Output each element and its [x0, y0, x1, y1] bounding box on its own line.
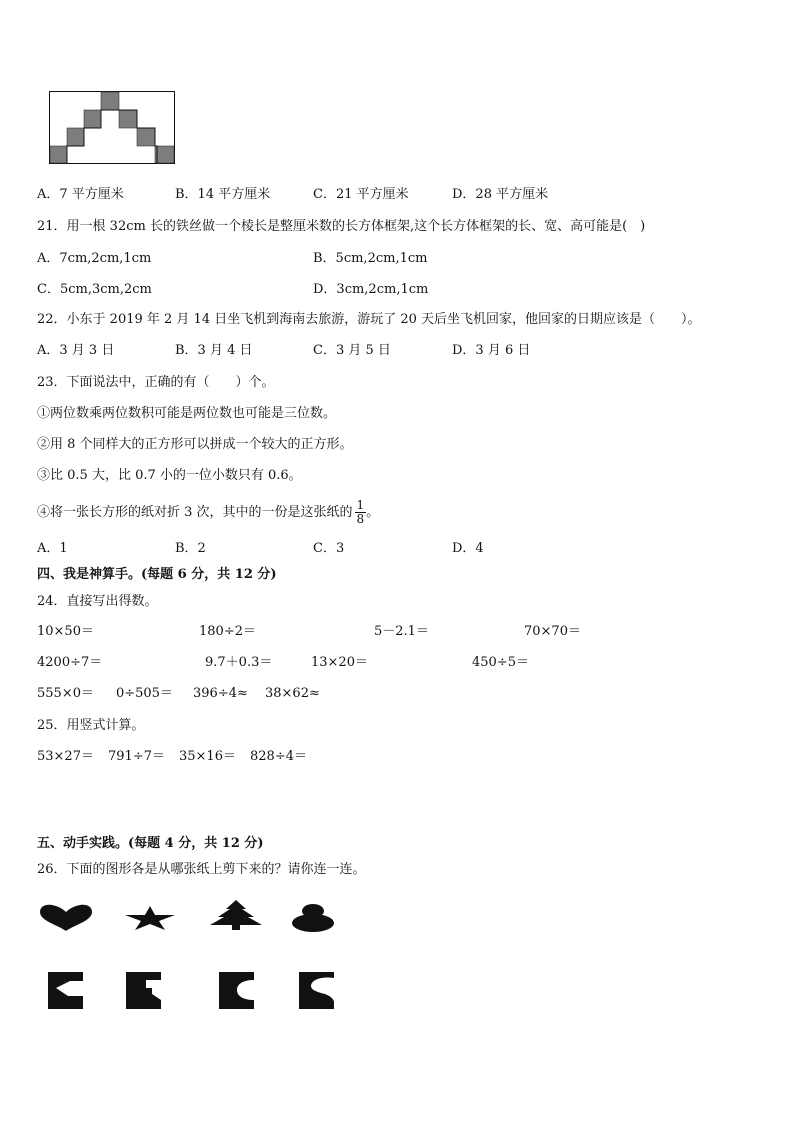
square-cell — [101, 92, 119, 110]
square-cell — [155, 146, 174, 163]
q23-statement-4-text: ④将一张长方形的纸对折 3 次，其中的一份是这张纸的 — [37, 505, 353, 520]
fraction — [355, 499, 367, 526]
q23-statement-1: ①两位数乘两位数积可能是两位数也可能是三位数。 — [37, 406, 337, 421]
q25-item[interactable]: 828÷4＝ — [250, 749, 307, 764]
q22-option-c[interactable]: C．3 月 5 日 — [313, 343, 391, 358]
section-5-heading: 五、动手实践。(每题 4 分，共 12 分) — [37, 836, 264, 851]
q23-statement-3: ③比 0.5 大，比 0.7 小的一位小数只有 0.6。 — [37, 468, 302, 483]
q23-question: 23．下面说法中，正确的有（ ）个。 — [37, 375, 275, 390]
square-cell — [84, 110, 101, 128]
fraction-denominator: 8 — [356, 512, 365, 526]
staircase-figure — [49, 91, 177, 165]
q22-option-a[interactable]: A．3 月 3 日 — [37, 343, 115, 358]
q24-item[interactable]: 38×62≈ — [265, 686, 320, 701]
q21-option-a[interactable]: A．7cm,2cm,1cm — [37, 251, 152, 266]
q24-item[interactable]: 4200÷7＝ — [37, 655, 103, 670]
q20-option-d[interactable]: D．28 平方厘米 — [452, 187, 549, 202]
q24-item[interactable]: 10×50＝ — [37, 624, 94, 639]
square-cell — [50, 146, 67, 163]
square-cell — [119, 110, 137, 128]
q26-question: 26．下面的图形各是从哪张纸上剪下来的？请你连一连。 — [37, 862, 366, 877]
star-shape[interactable] — [124, 905, 176, 931]
arrow-tree-shape[interactable] — [208, 899, 264, 931]
q23-option-a[interactable]: A．1 — [37, 541, 68, 556]
q24-item[interactable]: 0÷505＝ — [116, 686, 173, 701]
square-cell — [137, 128, 155, 146]
q20-option-b[interactable]: B．14 平方厘米 — [175, 187, 271, 202]
q23-statement-4-end: 。 — [366, 505, 380, 520]
q24-item[interactable]: 9.7＋0.3＝ — [205, 655, 273, 670]
paper-piece-3[interactable] — [219, 972, 255, 1010]
q24-question: 24．直接写出得数。 — [37, 594, 158, 609]
q20-option-c[interactable]: C．21 平方厘米 — [313, 187, 409, 202]
q23-option-c[interactable]: C．3 — [313, 541, 345, 556]
section-4-heading: 四、我是神算手。(每题 6 分，共 12 分) — [37, 567, 277, 582]
q21-option-b[interactable]: B．5cm,2cm,1cm — [313, 251, 428, 266]
paper-piece-2[interactable] — [126, 972, 162, 1010]
q25-item[interactable]: 791÷7＝ — [108, 749, 165, 764]
q24-item[interactable]: 450÷5＝ — [472, 655, 529, 670]
heart-shape[interactable] — [38, 903, 94, 933]
square-cell — [67, 128, 84, 146]
q23-option-d[interactable]: D．4 — [452, 541, 484, 556]
q20-option-a[interactable]: A．7 平方厘米 — [37, 187, 124, 202]
q24-item[interactable]: 555×0＝ — [37, 686, 94, 701]
q24-item[interactable]: 5－2.1＝ — [374, 624, 429, 639]
q25-question: 25．用竖式计算。 — [37, 718, 145, 733]
q23-option-b[interactable]: B．2 — [175, 541, 206, 556]
q22-question: 22．小东于 2019 年 2 月 14 日坐飞机到海南去旅游，游玩了 20 天后坐飞机回家，他回家的日期应该是（ ）。 — [37, 312, 701, 327]
q23-statement-2: ②用 8 个同样大的正方形可以拼成一个较大的正方形。 — [37, 437, 353, 452]
q21-question: 21．用一根 32cm 长的铁丝做一个棱长是整厘米数的长方体框架,这个长方体框架的长、宽、高可能是( ) — [37, 219, 646, 234]
paper-piece-1[interactable] — [48, 972, 84, 1010]
fraction-numerator: 1 — [356, 498, 365, 512]
q22-option-b[interactable]: B．3 月 4 日 — [175, 343, 253, 358]
q21-option-c[interactable]: C．5cm,3cm,2cm — [37, 282, 152, 297]
q22-option-d[interactable]: D．3 月 6 日 — [452, 343, 531, 358]
snowman-shape[interactable] — [290, 903, 336, 933]
q25-item[interactable]: 35×16＝ — [179, 749, 236, 764]
q23-statement-4 — [37, 496, 379, 530]
q25-item[interactable]: 53×27＝ — [37, 749, 94, 764]
q24-item[interactable]: 396÷4≈ — [193, 686, 248, 701]
q24-item[interactable]: 13×20＝ — [311, 655, 368, 670]
q24-item[interactable]: 70×70＝ — [524, 624, 581, 639]
q24-item[interactable]: 180÷2＝ — [199, 624, 256, 639]
paper-piece-4[interactable] — [299, 972, 335, 1010]
q21-option-d[interactable]: D．3cm,2cm,1cm — [313, 282, 429, 297]
